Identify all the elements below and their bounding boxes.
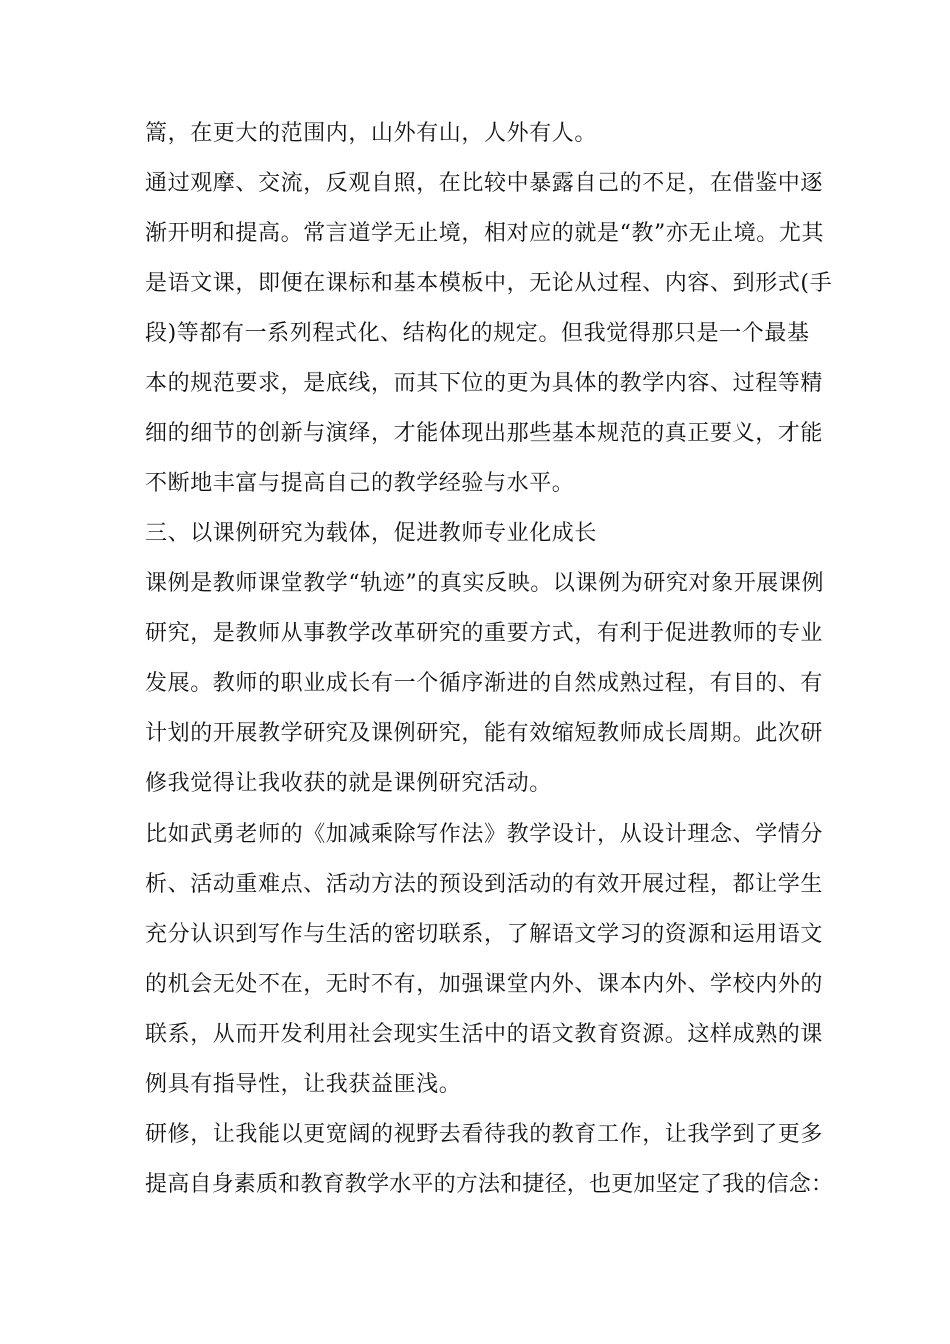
text-line: 段)等都有一系列程式化、结构化的规定。但我觉得那只是一个最基	[145, 321, 810, 346]
text-line: 修我觉得让我收获的就是课例研究活动。	[145, 771, 552, 796]
text-line: 例具有指导性，让我获益匪浅。	[145, 1072, 462, 1097]
text-line: 渐开明和提高。常言道学无止境，相对应的就是“教”亦无止境。尤其	[145, 221, 825, 246]
text-line: 析、活动重难点、活动方法的预设到活动的有效开展过程，都让学生	[145, 872, 824, 897]
text-line: 发展。教师的职业成长有一个循序渐进的自然成熟过程，有目的、有	[145, 671, 824, 696]
text-line: 的机会无处不在，无时不有，加强课堂内外、课本内外、学校内外的	[145, 972, 824, 997]
text-line: 计划的开展教学研究及课例研究，能有效缩短教师成长周期。此次研	[145, 721, 824, 746]
text-line: 充分认识到写作与生活的密切联系，了解语文学习的资源和运用语文	[145, 922, 824, 947]
text-line: 研修，让我能以更宽阔的视野去看待我的教育工作，让我学到了更多	[145, 1122, 824, 1147]
text-line: 细的细节的创新与演绎，才能体现出那些基本规范的真正要义，才能	[145, 421, 824, 446]
text-line: 比如武勇老师的《加减乘除写作法》教学设计，从设计理念、学情分	[145, 822, 824, 847]
text-line: 不断地丰富与提高自己的教学经验与水平。	[145, 471, 575, 496]
text-line: 联系，从而开发利用社会现实生活中的语文教育资源。这样成熟的课	[145, 1022, 824, 1047]
section-heading: 三、以课例研究为载体，促进教师专业化成长	[145, 521, 598, 546]
text-line: 研究，是教师从事教学改革研究的重要方式，有利于促进教师的专业	[145, 621, 824, 646]
text-line: 提高自身素质和教育教学水平的方法和捷径，也更加坚定了我的信念：	[145, 1172, 834, 1197]
text-line: 篙，在更大的范围内，山外有山，人外有人。	[145, 121, 598, 146]
text-line: 本的规范要求，是底线，而其下位的更为具体的教学内容、过程等精	[145, 371, 824, 396]
text-line: 课例是教师课堂教学“轨迹”的真实反映。以课例为研究对象开展课例	[145, 571, 825, 596]
text-line: 通过观摩、交流，反观自照，在比较中暴露自己的不足，在借鉴中逐	[145, 171, 824, 196]
text-line: 是语文课，即便在课标和基本模板中，无论从过程、内容、到形式(手	[145, 271, 833, 296]
